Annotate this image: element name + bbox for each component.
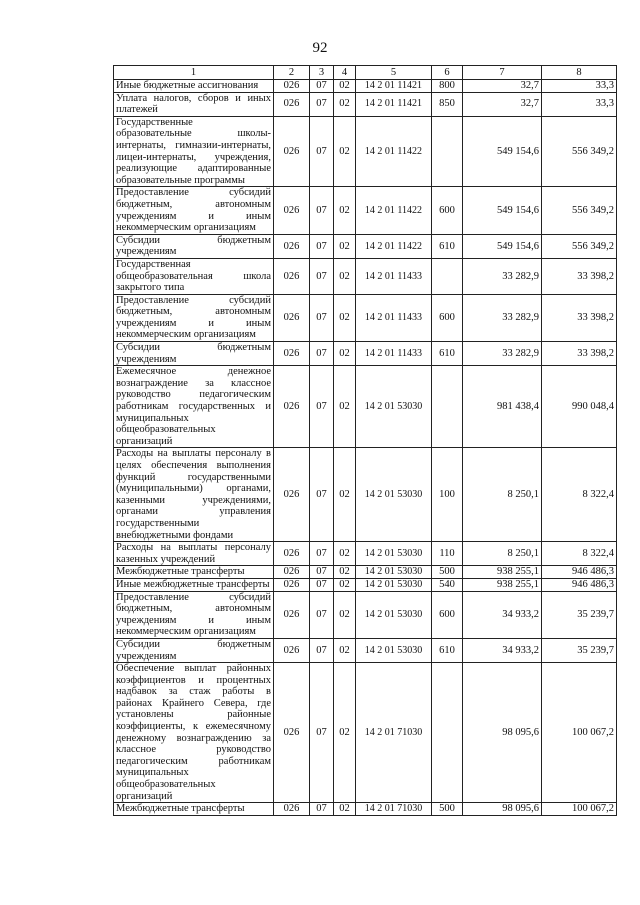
amount-year2-cell: 990 048,4 (542, 366, 617, 448)
expense-type-cell: 110 (432, 542, 463, 566)
ministry-code-cell: 026 (274, 366, 310, 448)
item-name-cell: Межбюджетные трансферты (114, 566, 274, 579)
table-row (114, 116, 617, 187)
item-name-cell: Государственная общеобразовательная школа закрытого типа (114, 258, 274, 294)
target-article-cell: 14 2 01 11422 (356, 187, 432, 234)
amount-year2-cell: 556 349,2 (542, 187, 617, 234)
table-row (114, 92, 617, 116)
header-cell: 6 (432, 66, 463, 80)
table-row (114, 591, 617, 638)
page-number: 92 (312, 40, 328, 56)
header-cell: 5 (356, 66, 432, 80)
amount-year1-cell: 34 933,2 (463, 591, 542, 638)
table-row (114, 638, 617, 662)
subsection-cell: 02 (334, 116, 356, 187)
target-article-cell: 14 2 01 71030 (356, 663, 432, 803)
expense-type-cell: 600 (432, 187, 463, 234)
expense-type-cell: 610 (432, 342, 463, 366)
section-cell: 07 (310, 294, 334, 341)
item-name-cell: Субсидии бюджетным учреждениям (114, 638, 274, 662)
section-cell: 07 (310, 92, 334, 116)
subsection-cell: 02 (334, 566, 356, 579)
section-cell: 07 (310, 803, 334, 816)
ministry-code-cell: 026 (274, 80, 310, 93)
section-cell: 07 (310, 342, 334, 366)
amount-year2-cell: 35 239,7 (542, 591, 617, 638)
expense-type-cell: 600 (432, 591, 463, 638)
table-row (114, 663, 617, 803)
item-name-cell: Ежемесячное денежное вознаграждение за классное руководство педагогическим работникам государственных и муниципальных общеобразовательных организаций (114, 366, 274, 448)
target-article-cell: 14 2 01 53030 (356, 591, 432, 638)
amount-year1-cell: 549 154,6 (463, 116, 542, 187)
expense-type-cell: 500 (432, 803, 463, 816)
ministry-code-cell: 026 (274, 566, 310, 579)
target-article-cell: 14 2 01 11421 (356, 92, 432, 116)
item-name-cell: Предоставление субсидий бюджетным, автономным учреждениям и иным некоммерческим организациям (114, 294, 274, 341)
amount-year1-cell: 34 933,2 (463, 638, 542, 662)
item-name-cell: Предоставление субсидий бюджетным, автономным учреждениям и иным некоммерческим организациям (114, 187, 274, 234)
expense-type-cell (432, 366, 463, 448)
expense-type-cell: 800 (432, 80, 463, 93)
amount-year1-cell: 8 250,1 (463, 448, 542, 542)
ministry-code-cell: 026 (274, 258, 310, 294)
section-cell: 07 (310, 566, 334, 579)
amount-year1-cell: 981 438,4 (463, 366, 542, 448)
subsection-cell: 02 (334, 294, 356, 341)
subsection-cell: 02 (334, 638, 356, 662)
amount-year1-cell: 549 154,6 (463, 234, 542, 258)
table-row (114, 258, 617, 294)
table-row (114, 187, 617, 234)
amount-year2-cell: 33,3 (542, 92, 617, 116)
table-row (114, 448, 617, 542)
table-row (114, 578, 617, 591)
expense-type-cell: 540 (432, 578, 463, 591)
expense-type-cell: 850 (432, 92, 463, 116)
target-article-cell: 14 2 01 71030 (356, 803, 432, 816)
item-name-cell: Предоставление субсидий бюджетным, автономным учреждениям и иным некоммерческим организациям (114, 591, 274, 638)
amount-year1-cell: 33 282,9 (463, 342, 542, 366)
amount-year2-cell: 8 322,4 (542, 448, 617, 542)
table-row (114, 342, 617, 366)
target-article-cell: 14 2 01 53030 (356, 578, 432, 591)
subsection-cell: 02 (334, 80, 356, 93)
amount-year1-cell: 98 095,6 (463, 803, 542, 816)
section-cell: 07 (310, 234, 334, 258)
item-name-cell: Субсидии бюджетным учреждениям (114, 234, 274, 258)
amount-year2-cell: 8 322,4 (542, 542, 617, 566)
section-cell: 07 (310, 578, 334, 591)
section-cell: 07 (310, 80, 334, 93)
ministry-code-cell: 026 (274, 638, 310, 662)
table-row (114, 366, 617, 448)
subsection-cell: 02 (334, 542, 356, 566)
header-cell: 8 (542, 66, 617, 80)
subsection-cell: 02 (334, 187, 356, 234)
target-article-cell: 14 2 01 11433 (356, 258, 432, 294)
header-cell: 2 (274, 66, 310, 80)
expense-type-cell: 100 (432, 448, 463, 542)
header-cell: 3 (310, 66, 334, 80)
subsection-cell: 02 (334, 578, 356, 591)
subsection-cell: 02 (334, 803, 356, 816)
expense-type-cell: 500 (432, 566, 463, 579)
section-cell: 07 (310, 591, 334, 638)
ministry-code-cell: 026 (274, 578, 310, 591)
amount-year1-cell: 549 154,6 (463, 187, 542, 234)
amount-year1-cell: 938 255,1 (463, 566, 542, 579)
amount-year2-cell: 946 486,3 (542, 566, 617, 579)
item-name-cell: Расходы на выплаты персоналу казенных учреждений (114, 542, 274, 566)
subsection-cell: 02 (334, 448, 356, 542)
subsection-cell: 02 (334, 258, 356, 294)
expense-type-cell (432, 116, 463, 187)
ministry-code-cell: 026 (274, 803, 310, 816)
item-name-cell: Уплата налогов, сборов и иных платежей (114, 92, 274, 116)
amount-year2-cell: 33 398,2 (542, 342, 617, 366)
amount-year2-cell: 33 398,2 (542, 258, 617, 294)
target-article-cell: 14 2 01 11422 (356, 234, 432, 258)
amount-year2-cell: 556 349,2 (542, 116, 617, 187)
target-article-cell: 14 2 01 11433 (356, 294, 432, 341)
section-cell: 07 (310, 258, 334, 294)
table-row (114, 803, 617, 816)
target-article-cell: 14 2 01 53030 (356, 448, 432, 542)
expense-type-cell: 610 (432, 638, 463, 662)
amount-year2-cell: 33,3 (542, 80, 617, 93)
target-article-cell: 14 2 01 53030 (356, 566, 432, 579)
table-row (114, 542, 617, 566)
ministry-code-cell: 026 (274, 234, 310, 258)
ministry-code-cell: 026 (274, 294, 310, 341)
section-cell: 07 (310, 366, 334, 448)
amount-year2-cell: 35 239,7 (542, 638, 617, 662)
header-cell: 4 (334, 66, 356, 80)
amount-year1-cell: 938 255,1 (463, 578, 542, 591)
expense-type-cell (432, 663, 463, 803)
table-row (114, 234, 617, 258)
amount-year2-cell: 33 398,2 (542, 294, 617, 341)
subsection-cell: 02 (334, 342, 356, 366)
ministry-code-cell: 026 (274, 542, 310, 566)
item-name-cell: Расходы на выплаты персоналу в целях обеспечения выполнения функций государственными (муниципальными) органами, казенными учреждениями, органами управления государственными внебюджетными фондами (114, 448, 274, 542)
amount-year2-cell: 100 067,2 (542, 663, 617, 803)
item-name-cell: Государственные образовательные школы-интернаты, гимназии-интернаты, лицеи-интернаты, учреждения, реализующие адаптированные образовательные программы (114, 116, 274, 187)
amount-year1-cell: 32,7 (463, 80, 542, 93)
ministry-code-cell: 026 (274, 92, 310, 116)
amount-year2-cell: 100 067,2 (542, 803, 617, 816)
ministry-code-cell: 026 (274, 342, 310, 366)
expense-type-cell (432, 258, 463, 294)
amount-year1-cell: 8 250,1 (463, 542, 542, 566)
target-article-cell: 14 2 01 11422 (356, 116, 432, 187)
expense-type-cell: 600 (432, 294, 463, 341)
item-name-cell: Межбюджетные трансферты (114, 803, 274, 816)
subsection-cell: 02 (334, 591, 356, 638)
table-row (114, 80, 617, 93)
header-cell: 7 (463, 66, 542, 80)
ministry-code-cell: 026 (274, 448, 310, 542)
target-article-cell: 14 2 01 11421 (356, 80, 432, 93)
item-name-cell: Обеспечение выплат районных коэффициентов и процентных надбавок за стаж работы в районах Крайнего Севера, где установлены районные коэффициенты, к ежемесячному денежному вознаграждению за классное руководство педагогическим работникам муниципальных общеобразовательных организаций (114, 663, 274, 803)
subsection-cell: 02 (334, 92, 356, 116)
target-article-cell: 14 2 01 53030 (356, 638, 432, 662)
header-row (114, 66, 617, 80)
table-row (114, 566, 617, 579)
section-cell: 07 (310, 663, 334, 803)
item-name-cell: Субсидии бюджетным учреждениям (114, 342, 274, 366)
header-cell: 1 (114, 66, 274, 80)
subsection-cell: 02 (334, 366, 356, 448)
table-row (114, 294, 617, 341)
section-cell: 07 (310, 448, 334, 542)
subsection-cell: 02 (334, 663, 356, 803)
section-cell: 07 (310, 638, 334, 662)
target-article-cell: 14 2 01 11433 (356, 342, 432, 366)
ministry-code-cell: 026 (274, 187, 310, 234)
expense-type-cell: 610 (432, 234, 463, 258)
target-article-cell: 14 2 01 53030 (356, 366, 432, 448)
subsection-cell: 02 (334, 234, 356, 258)
amount-year1-cell: 98 095,6 (463, 663, 542, 803)
ministry-code-cell: 026 (274, 591, 310, 638)
budget-table (113, 65, 617, 816)
section-cell: 07 (310, 542, 334, 566)
section-cell: 07 (310, 116, 334, 187)
amount-year1-cell: 33 282,9 (463, 258, 542, 294)
amount-year2-cell: 946 486,3 (542, 578, 617, 591)
ministry-code-cell: 026 (274, 116, 310, 187)
amount-year2-cell: 556 349,2 (542, 234, 617, 258)
section-cell: 07 (310, 187, 334, 234)
ministry-code-cell: 026 (274, 663, 310, 803)
amount-year1-cell: 32,7 (463, 92, 542, 116)
item-name-cell: Иные бюджетные ассигнования (114, 80, 274, 93)
amount-year1-cell: 33 282,9 (463, 294, 542, 341)
item-name-cell: Иные межбюджетные трансферты (114, 578, 274, 591)
target-article-cell: 14 2 01 53030 (356, 542, 432, 566)
